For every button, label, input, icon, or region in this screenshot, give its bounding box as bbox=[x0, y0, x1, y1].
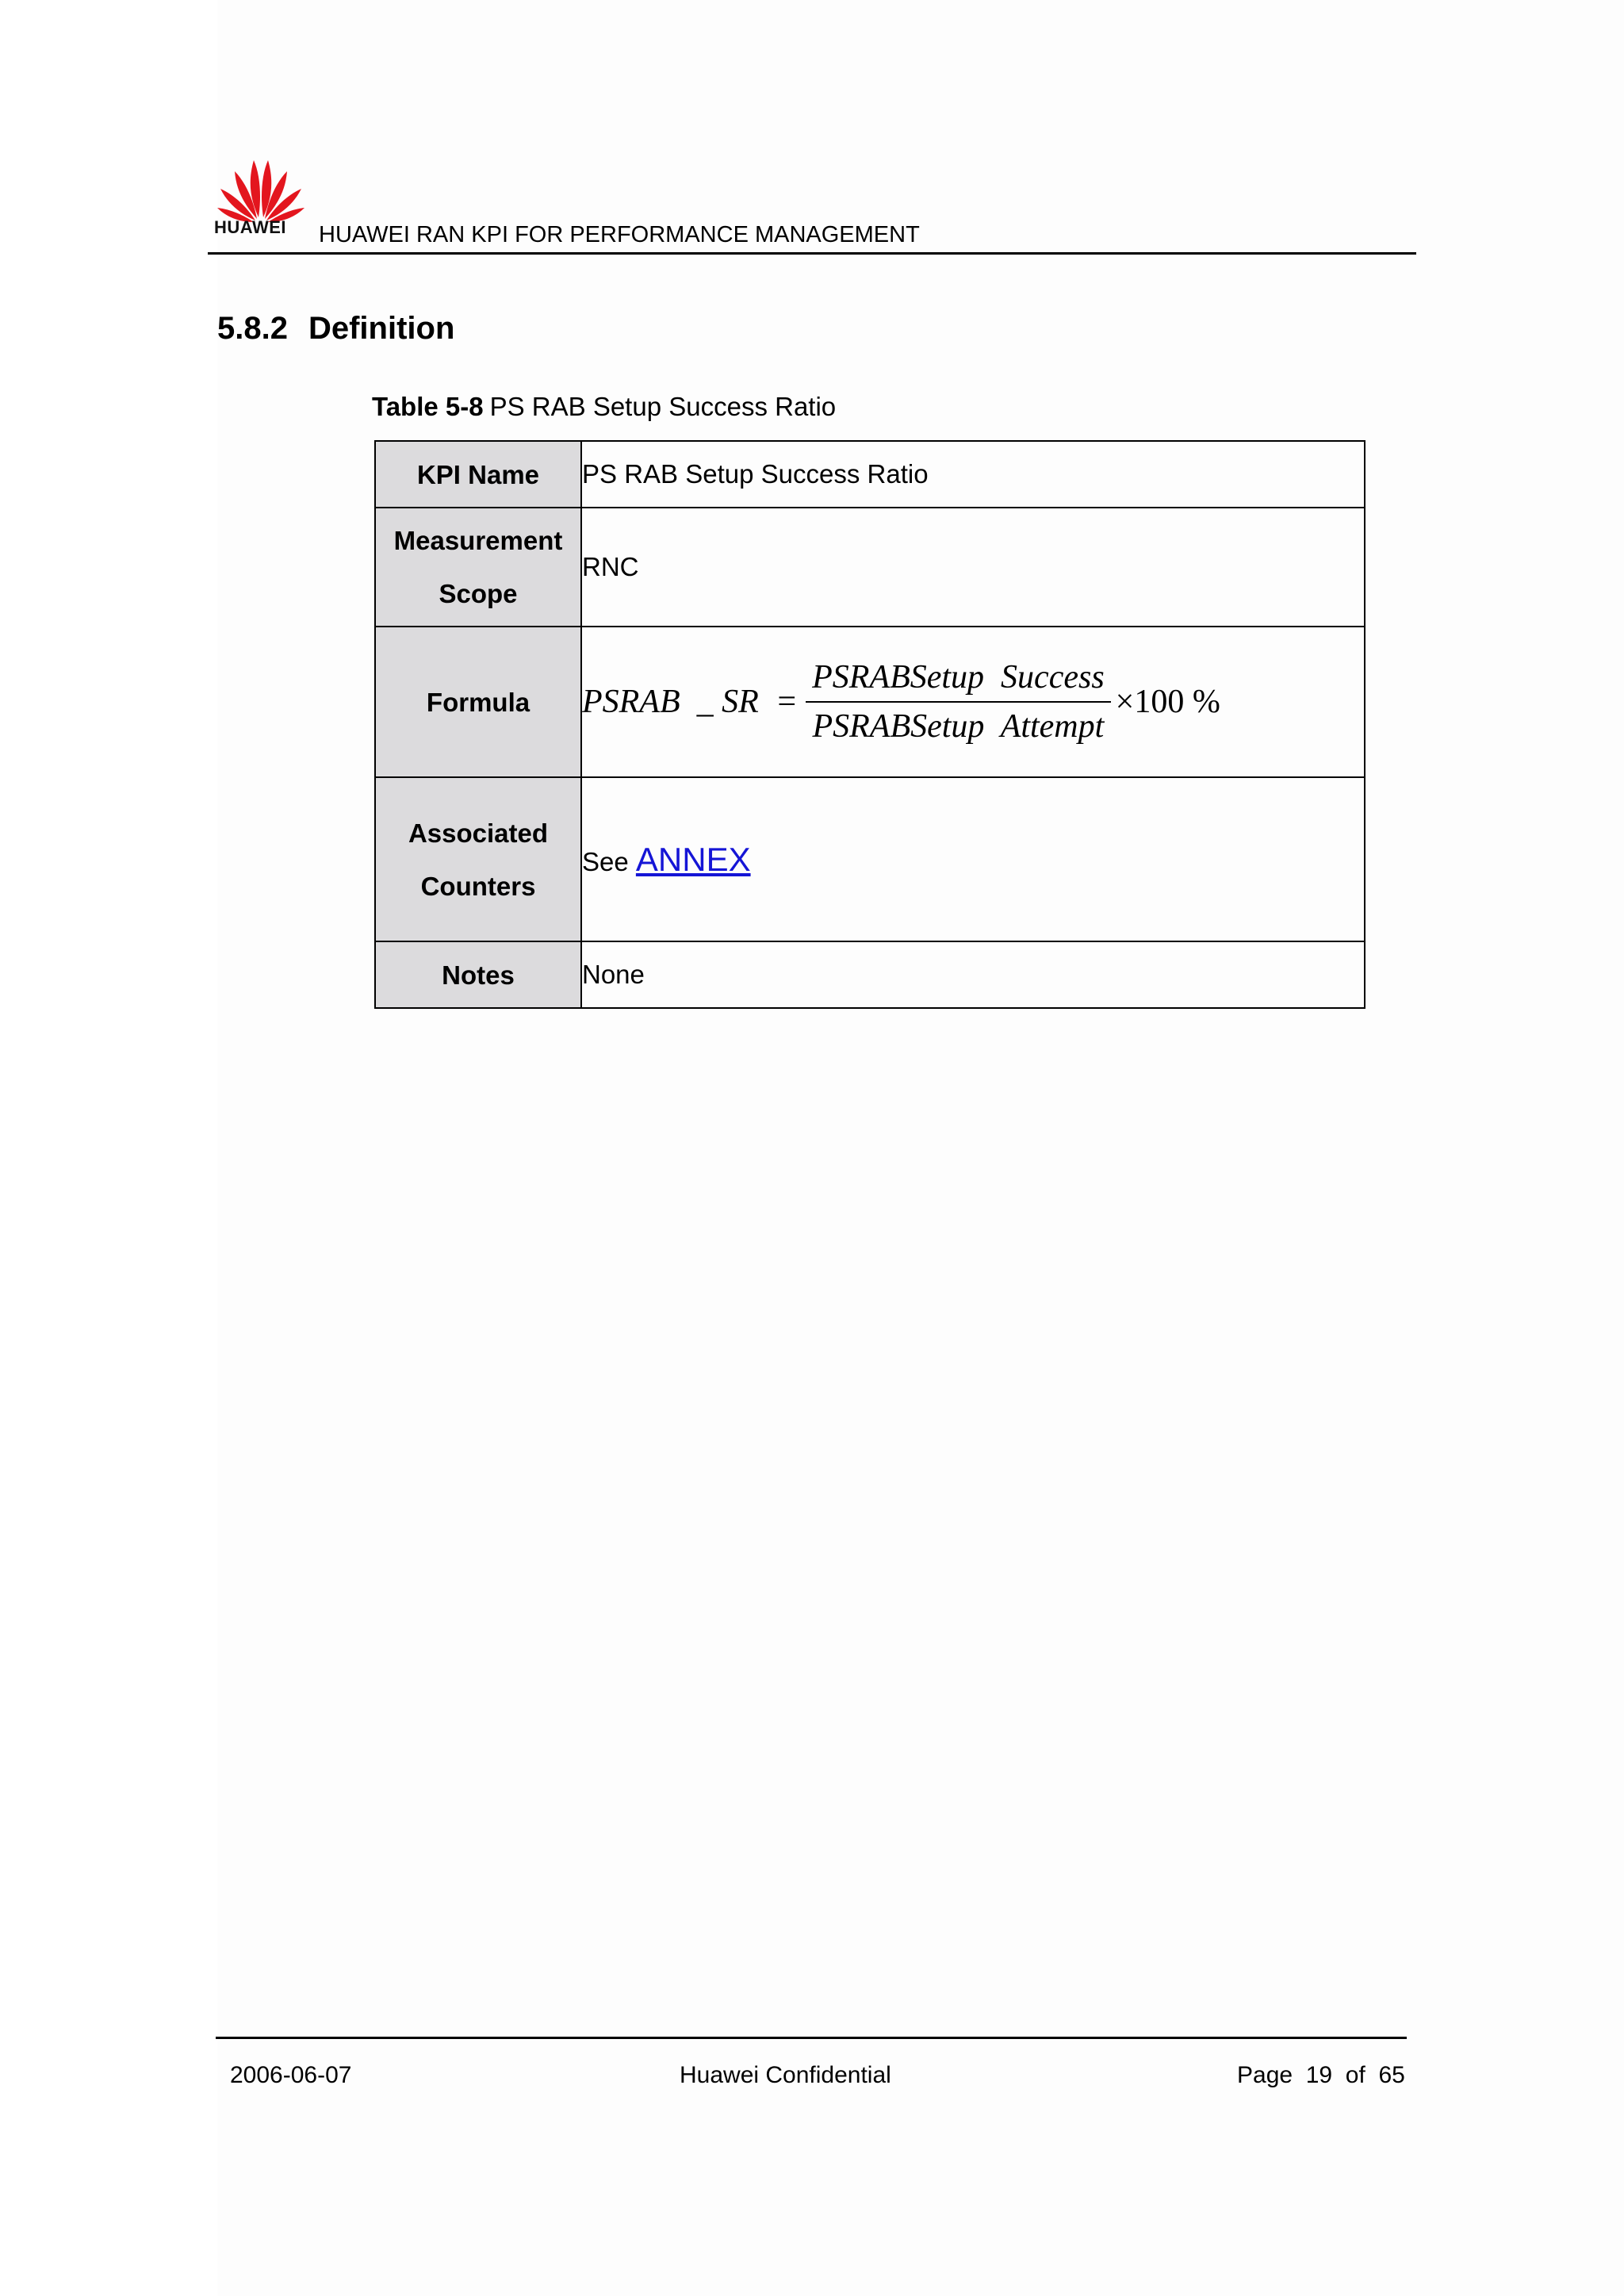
formula-fraction bbox=[806, 658, 1111, 746]
row-label: Notes bbox=[375, 941, 581, 1008]
row-label: KPI Name bbox=[375, 441, 581, 508]
huawei-brand-text: HUAWEI bbox=[214, 217, 286, 237]
table-caption bbox=[372, 392, 836, 422]
table-row bbox=[375, 508, 1365, 627]
footer-divider bbox=[216, 2037, 1407, 2039]
formula-denominator: PSRABSetup Attempt bbox=[812, 708, 1105, 745]
document-title: HUAWEI RAN KPI FOR PERFORMANCE MANAGEMENT bbox=[319, 222, 920, 247]
kpi-definition-table bbox=[374, 440, 1365, 1009]
see-prefix: See bbox=[582, 846, 629, 876]
formula-lhs: PSRAB _ SR = bbox=[582, 684, 799, 720]
formula-multiplier: ×100 % bbox=[1115, 684, 1220, 720]
formula-cell bbox=[581, 627, 1365, 777]
footer-page-number: Page 19 of 65 bbox=[1237, 2062, 1405, 2088]
header-divider bbox=[208, 252, 1416, 255]
row-label-line: Associated bbox=[408, 818, 549, 848]
table-row bbox=[375, 627, 1365, 777]
row-label-line: Scope bbox=[439, 579, 518, 608]
page-header bbox=[208, 151, 1416, 254]
annex-link[interactable]: ANNEX bbox=[635, 840, 751, 878]
formula bbox=[582, 642, 1364, 761]
footer-confidential: Huawei Confidential bbox=[680, 2062, 891, 2088]
footer-date: 2006-06-07 bbox=[230, 2062, 352, 2088]
row-label: Formula bbox=[375, 627, 581, 777]
row-label-line: Counters bbox=[420, 871, 536, 901]
row-value bbox=[581, 777, 1365, 941]
row-value: RNC bbox=[581, 508, 1365, 627]
row-label bbox=[375, 508, 581, 627]
row-label bbox=[375, 777, 581, 941]
table-row bbox=[375, 777, 1365, 941]
section-heading bbox=[217, 311, 454, 347]
section-number: 5.8.2 bbox=[217, 311, 288, 346]
row-label-line: Measurement bbox=[393, 526, 563, 555]
table-row bbox=[375, 441, 1365, 508]
section-title: Definition bbox=[308, 311, 455, 346]
formula-numerator: PSRABSetup Success bbox=[806, 658, 1111, 703]
row-value: PS RAB Setup Success Ratio bbox=[581, 441, 1365, 508]
row-value: None bbox=[581, 941, 1365, 1008]
table-caption-text: PS RAB Setup Success Ratio bbox=[489, 392, 837, 421]
table-caption-label: Table 5-8 bbox=[372, 392, 484, 421]
table-row bbox=[375, 941, 1365, 1008]
